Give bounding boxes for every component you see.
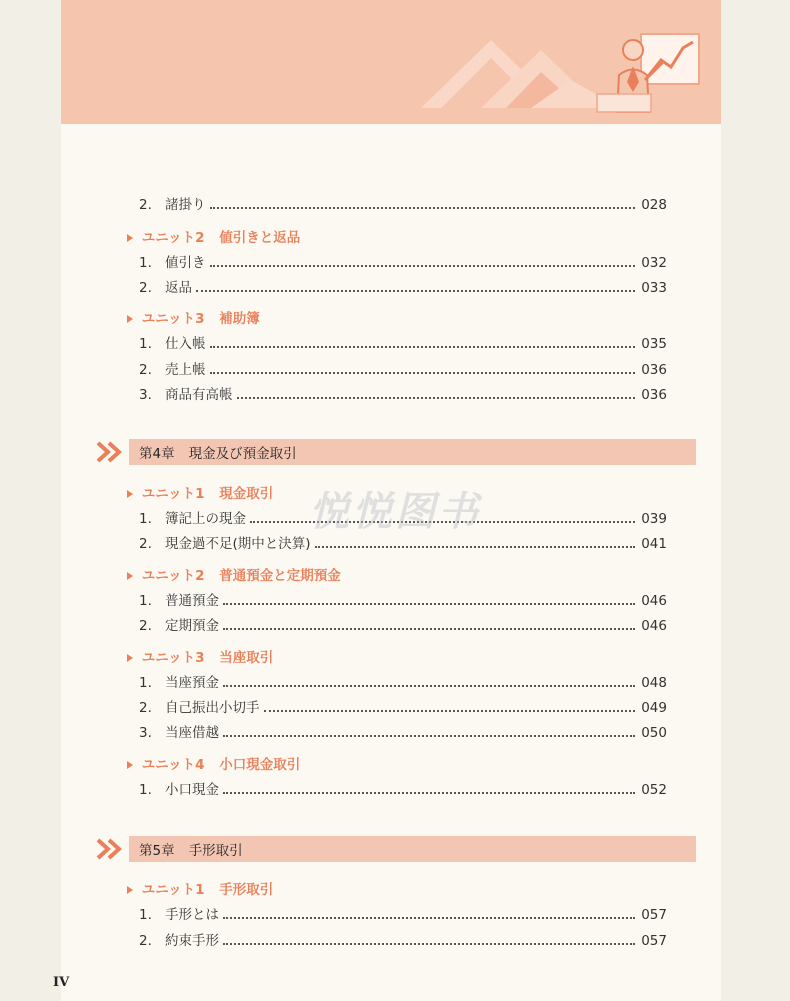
dot-leader xyxy=(210,372,636,374)
entry-page: 032 xyxy=(641,255,667,271)
entry-title: 小口現金 xyxy=(165,782,219,798)
entry-number: 2. xyxy=(139,362,152,378)
triangle-bullet-icon xyxy=(127,490,133,498)
dot-leader xyxy=(223,792,635,794)
unit-title: 補助簿 xyxy=(219,311,260,327)
toc-entry[interactable] xyxy=(139,251,667,271)
entry-number: 1. xyxy=(139,782,152,798)
toc-chapter-heading[interactable] xyxy=(96,836,696,862)
entry-number: 2. xyxy=(139,933,152,949)
entry-number: 2. xyxy=(139,280,152,296)
toc-unit-heading[interactable] xyxy=(127,878,273,898)
entry-page: 046 xyxy=(641,618,667,634)
dot-leader xyxy=(210,265,636,267)
entry-page: 039 xyxy=(641,511,667,527)
entry-title: 約束手形 xyxy=(165,933,219,949)
entry-page: 036 xyxy=(641,387,667,403)
unit-label: ユニット2 xyxy=(141,568,205,584)
entry-page: 028 xyxy=(641,197,667,213)
toc-entry[interactable] xyxy=(139,193,667,213)
triangle-bullet-icon xyxy=(127,761,133,769)
unit-title: 小口現金取引 xyxy=(219,757,301,773)
triangle-bullet-icon xyxy=(127,654,133,662)
double-chevron-icon xyxy=(96,440,126,464)
entry-number: 1. xyxy=(139,336,152,352)
dot-leader xyxy=(196,290,635,292)
toc-entry[interactable] xyxy=(139,721,667,741)
dot-leader xyxy=(210,207,636,209)
toc-entry[interactable] xyxy=(139,778,667,798)
entry-page: 035 xyxy=(641,336,667,352)
triangle-bullet-icon xyxy=(127,572,133,580)
entry-title: 諸掛り xyxy=(165,197,206,213)
entry-title: 仕入帳 xyxy=(165,336,206,352)
dot-leader xyxy=(223,603,635,605)
unit-title: 普通預金と定期預金 xyxy=(219,568,341,584)
chapter-title: 手形取引 xyxy=(188,843,243,859)
dot-leader xyxy=(264,710,636,712)
book-page xyxy=(61,0,721,1001)
toc-unit-heading[interactable] xyxy=(127,307,260,327)
entry-page: 057 xyxy=(641,907,667,923)
entry-number: 1. xyxy=(139,675,152,691)
entry-title: 手形とは xyxy=(165,907,219,923)
toc-unit-heading[interactable] xyxy=(127,753,300,773)
toc-entry[interactable] xyxy=(139,383,667,403)
entry-page: 033 xyxy=(641,280,667,296)
entry-number: 1. xyxy=(139,255,152,271)
entry-title: 返品 xyxy=(165,280,192,296)
entry-page: 036 xyxy=(641,362,667,378)
toc-entry[interactable] xyxy=(139,358,667,378)
unit-title: 当座取引 xyxy=(219,650,274,666)
toc-entry[interactable] xyxy=(139,332,667,352)
toc-entry[interactable] xyxy=(139,589,667,609)
dot-leader xyxy=(315,546,635,548)
toc-entry[interactable] xyxy=(139,614,667,634)
entry-page: 048 xyxy=(641,675,667,691)
dot-leader xyxy=(223,685,635,687)
entry-title: 売上帳 xyxy=(165,362,206,378)
unit-title: 現金取引 xyxy=(219,486,274,502)
dot-leader xyxy=(210,346,636,348)
watermark: 悦悦图书 xyxy=(309,488,481,535)
entry-title: 自己振出小切手 xyxy=(165,700,260,716)
double-chevron-icon xyxy=(96,837,126,861)
chapter-bar xyxy=(129,836,696,862)
unit-title: 手形取引 xyxy=(219,882,274,898)
entry-title: 現金過不足(期中と決算) xyxy=(165,536,311,552)
dot-leader xyxy=(237,397,636,399)
entry-page: 057 xyxy=(641,933,667,949)
unit-title: 値引きと返品 xyxy=(219,230,301,246)
unit-label: ユニット3 xyxy=(141,650,205,666)
entry-number: 2. xyxy=(139,536,152,552)
entry-title: 値引き xyxy=(165,255,206,271)
entry-title: 当座預金 xyxy=(165,675,219,691)
entry-number: 2. xyxy=(139,197,152,213)
unit-label: ユニット1 xyxy=(141,486,205,502)
entry-page: 049 xyxy=(641,700,667,716)
triangle-bullet-icon xyxy=(127,315,133,323)
entry-page: 041 xyxy=(641,536,667,552)
toc-entry[interactable] xyxy=(139,929,667,949)
chapter-label: 第4章 xyxy=(139,446,175,462)
dot-leader xyxy=(223,917,635,919)
toc-chapter-heading[interactable] xyxy=(96,439,696,465)
entry-title: 簿記上の現金 xyxy=(165,511,246,527)
toc-unit-heading[interactable] xyxy=(127,646,273,666)
entry-title: 当座借越 xyxy=(165,725,219,741)
page-number: IV xyxy=(53,975,70,990)
entry-number: 1. xyxy=(139,907,152,923)
chapter-title: 現金及び預金取引 xyxy=(188,446,297,462)
dot-leader xyxy=(223,628,635,630)
entry-number: 1. xyxy=(139,511,152,527)
entry-page: 046 xyxy=(641,593,667,609)
toc-entry[interactable] xyxy=(139,696,667,716)
entry-number: 3. xyxy=(139,725,152,741)
entry-title: 普通預金 xyxy=(165,593,219,609)
toc-entry[interactable] xyxy=(139,671,667,691)
unit-label: ユニット4 xyxy=(141,757,205,773)
dot-leader xyxy=(223,735,635,737)
entry-number: 2. xyxy=(139,618,152,634)
entry-number: 1. xyxy=(139,593,152,609)
toc-unit-heading[interactable] xyxy=(127,226,300,246)
dot-leader xyxy=(223,943,635,945)
chapter-bar xyxy=(129,439,696,465)
entry-number: 2. xyxy=(139,700,152,716)
entry-title: 商品有高帳 xyxy=(165,387,233,403)
entry-page: 052 xyxy=(641,782,667,798)
triangle-bullet-icon xyxy=(127,234,133,242)
entry-page: 050 xyxy=(641,725,667,741)
toc-entry[interactable] xyxy=(139,276,667,296)
chapter-label: 第5章 xyxy=(139,843,175,859)
entry-title: 定期預金 xyxy=(165,618,219,634)
toc-unit-heading[interactable] xyxy=(127,482,273,502)
triangle-bullet-icon xyxy=(127,886,133,894)
unit-label: ユニット2 xyxy=(141,230,205,246)
entry-number: 3. xyxy=(139,387,152,403)
toc-unit-heading[interactable] xyxy=(127,564,341,584)
unit-label: ユニット1 xyxy=(141,882,205,898)
unit-label: ユニット3 xyxy=(141,311,205,327)
toc-entry[interactable] xyxy=(139,903,667,923)
